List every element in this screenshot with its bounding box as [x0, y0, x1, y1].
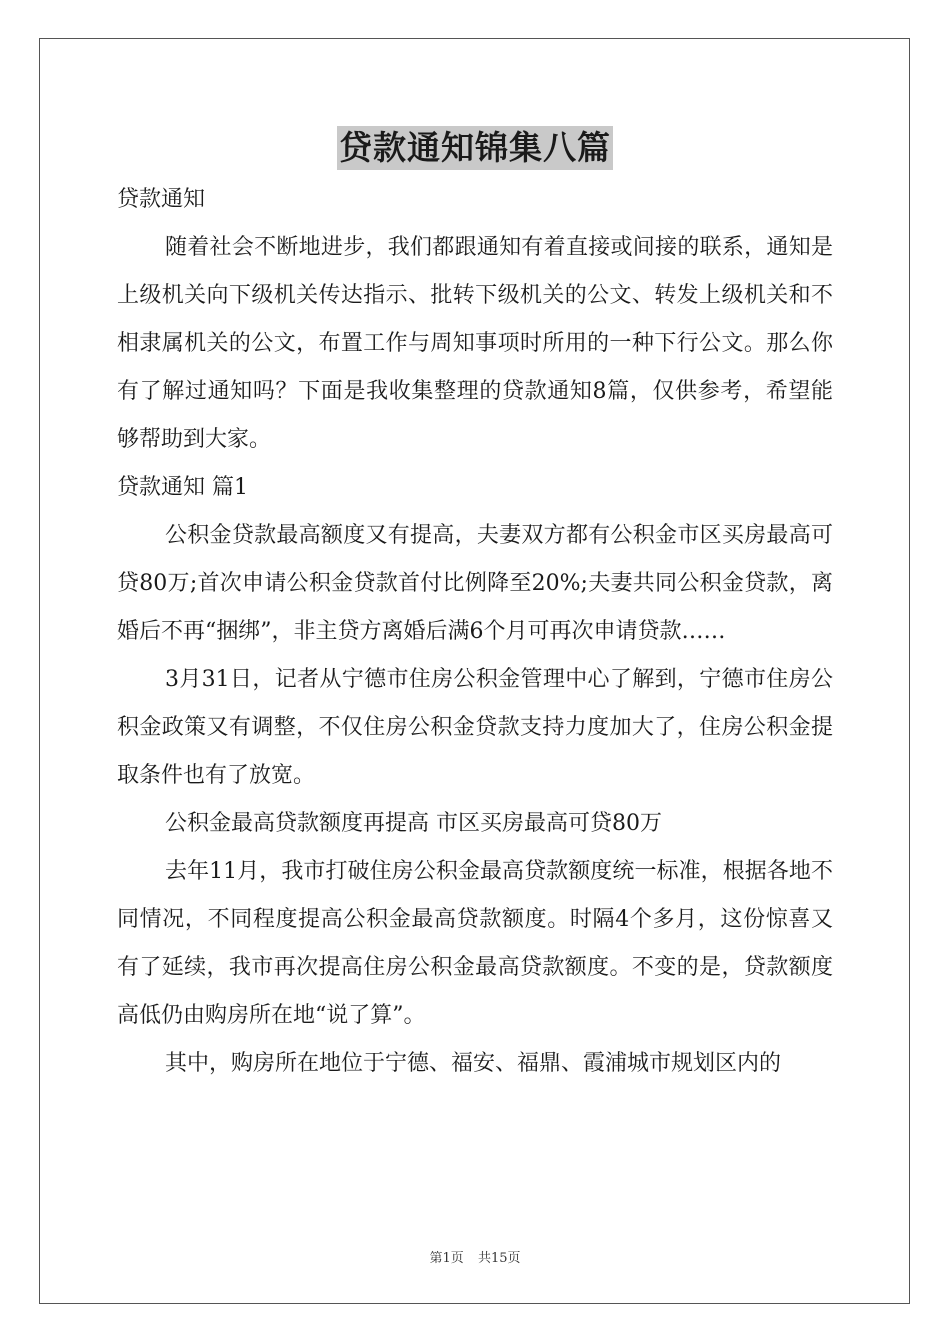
title-container	[0, 126, 950, 170]
page-total: 共15页	[477, 1251, 521, 1266]
body-paragraph: 去年11月，我市打破住房公积金最高贷款额度统一标准，根据各地不同情况，不同程度提高公积金最高贷款额度。时隔4个多月，这份惊喜又有了延续，我市再次提高住房公积金最高贷款额度。不变的是，贷款额度高低仍由购房所在地“说了算”。	[117, 859, 833, 1028]
document-title: 贷款通知锦集八篇	[337, 126, 613, 170]
body-paragraph: 其中，购房所在地位于宁德、福安、福鼎、霞浦城市规划区内的	[165, 1051, 782, 1076]
section-heading: 贷款通知 篇1	[117, 475, 248, 500]
body-paragraph: 3月31日，记者从宁德市住房公积金管理中心了解到，宁德市住房公积金政策又有调整，不仅住房公积金贷款支持力度加大了，住房公积金提取条件也有了放宽。	[117, 667, 833, 788]
page-footer	[0, 1247, 950, 1266]
body-paragraph: 公积金贷款最高额度又有提高，夫妻双方都有公积金市区买房最高可贷80万;首次申请公积金贷款首付比例降至20%;夫妻共同公积金贷款，离婚后不再“捆绑”，非主贷方离婚后满6个月可再次申请贷款……	[117, 523, 833, 644]
subheading-paragraph: 公积金最高贷款额度再提高 市区买房最高可贷80万	[165, 811, 662, 836]
intro-heading: 贷款通知	[117, 187, 206, 212]
intro-paragraph: 随着社会不断地进步，我们都跟通知有着直接或间接的联系，通知是上级机关向下级机关传达指示、批转下级机关的公文、转发上级机关和不相隶属机关的公文，布置工作与周知事项时所用的一种下行公文。那么你有了解过通知吗？下面是我收集整理的贷款通知8篇，仅供参考，希望能够帮助到大家。	[117, 235, 833, 452]
document-body	[117, 176, 833, 1088]
page-number: 第1页	[429, 1251, 464, 1266]
